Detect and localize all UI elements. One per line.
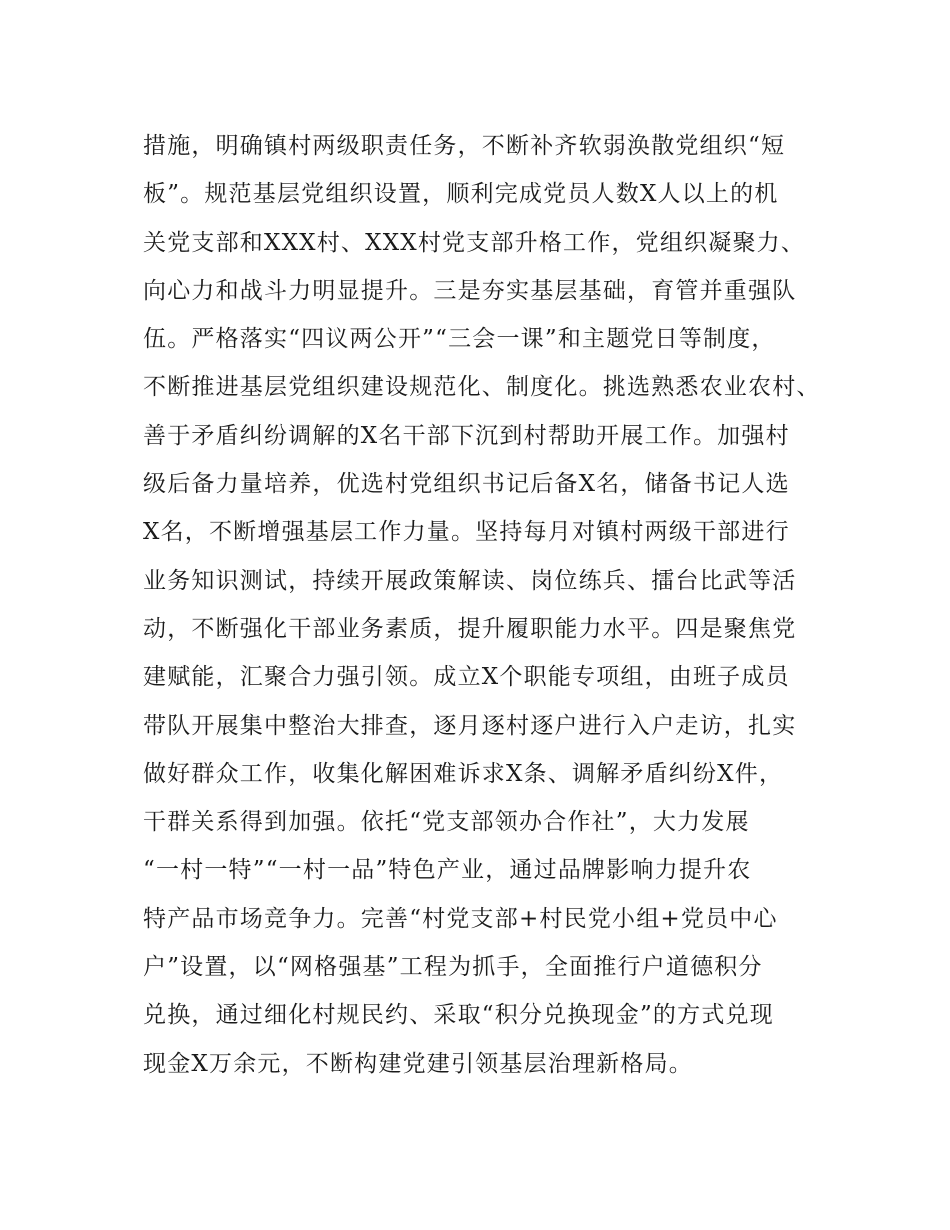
text-line-15: 干群关系得到加强。依托“党支部领办合作社”，大力发展: [143, 809, 750, 836]
text-line-1: 措施，明确镇村两级职责任务，不断补齐软弱涣散党组织“短: [143, 133, 786, 159]
text-line-5: 伍。严格落实“四议两公开”“三会一课”和主题党日等制度，: [143, 326, 776, 353]
text-line-4: 向心力和战斗力明显提升。三是夯实基层基础，育管并重强队: [143, 277, 797, 304]
text-line-14: 做好群众工作，收集化解困难诉求X条、调解矛盾纠纷X件，: [143, 760, 784, 787]
text-line-17: 特产品市场竞争力。完善“村党支部+村民党小组+党员中心: [143, 905, 778, 932]
text-line-2: 板”。规范基层党组织设置，顺利完成党员人数X人以上的机: [143, 181, 779, 208]
text-line-3: 关党支部和XXX村、XXX村党支部升格工作，党组织凝聚力、: [143, 229, 806, 256]
text-line-9: X名，不断增强基层工作力量。坚持每月对镇村两级干部进行: [143, 519, 790, 546]
text-line-7: 善于矛盾纠纷调解的X名干部下沉到村帮助开展工作。加强村: [143, 422, 790, 449]
text-line-8: 级后备力量培养，优选村党组织书记后备X名，储备书记人选: [143, 471, 790, 498]
text-line-19: 兑换，通过细化村规民约、采取“积分兑换现金”的方式兑现: [143, 1002, 774, 1029]
body-paragraph: [143, 122, 833, 1088]
text-line-18: 户”设置，以“网格强基”工程为抓手，全面推行户道德积分: [143, 954, 763, 981]
text-line-6: 不断推进基层党组织建设规范化、制度化。挑选熟悉农业农村、: [143, 374, 821, 401]
text-line-16: “一村一特”“一村一品”特色产业，通过品牌影响力提升农: [143, 857, 752, 884]
text-line-12: 建赋能，汇聚合力强引领。成立X个职能专项组，由班子成员: [143, 664, 790, 691]
text-line-20: 现金X万余元，不断构建党建引领基层治理新格局。: [143, 1050, 693, 1077]
text-line-13: 带队开展集中整治大排查，逐月逐村逐户进行入户走访，扎实: [143, 712, 797, 739]
text-line-11: 动，不断强化干部业务素质，提升履职能力水平。四是聚焦党: [143, 615, 797, 642]
text-line-10: 业务知识测试，持续开展政策解读、岗位练兵、擂台比武等活: [143, 567, 797, 594]
